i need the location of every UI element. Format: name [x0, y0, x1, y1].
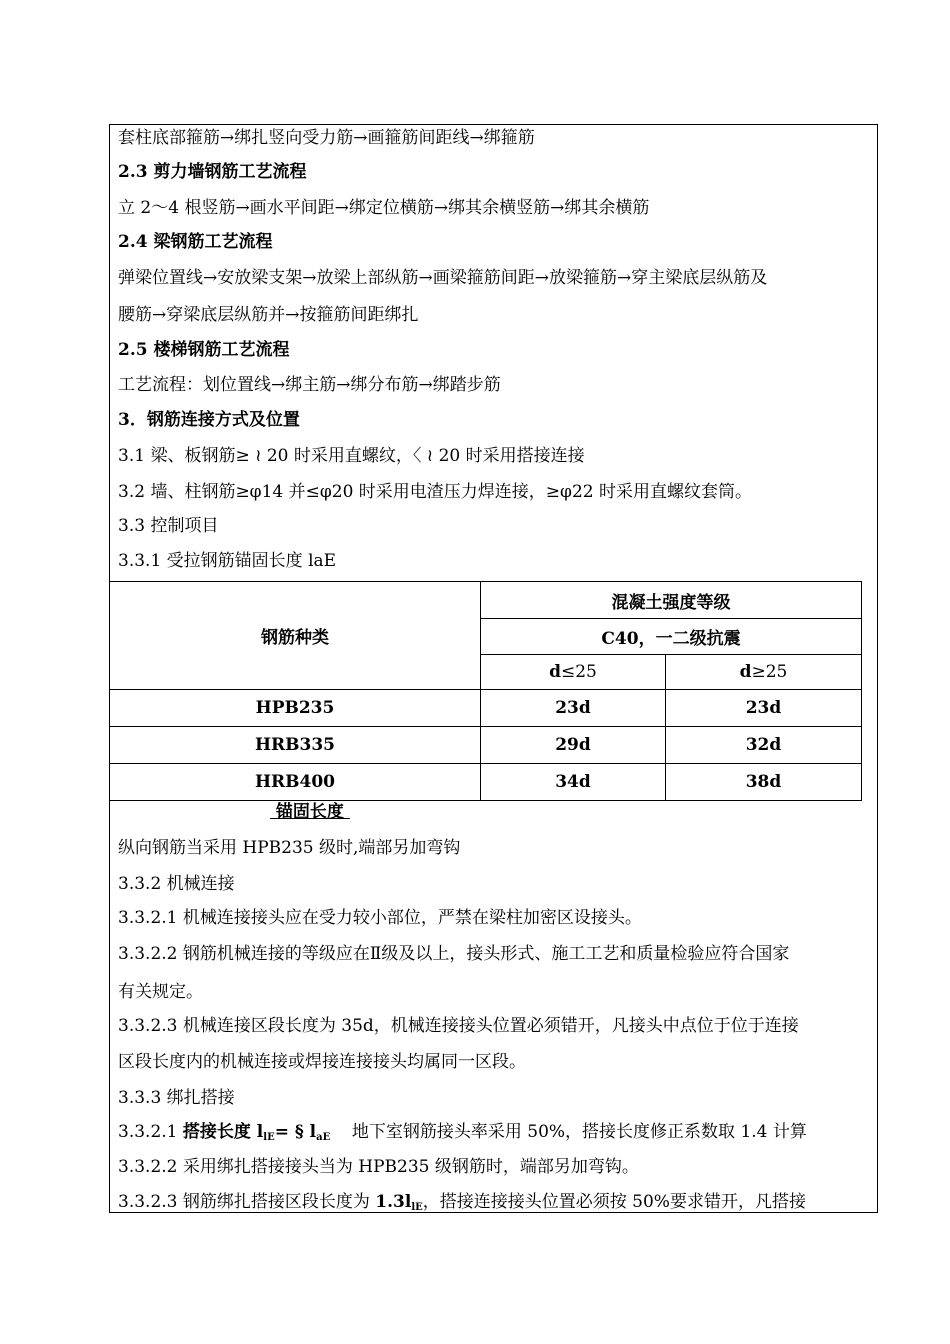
- text-line: 3.1 梁、板钢筋≥ ≀ 20 时采用直螺纹，〈 ≀ 20 时采用搭接连接: [118, 446, 585, 466]
- text-line: 立 2～4 根竖筋→画水平间距→绑定位横筋→绑其余横竖筋→绑其余横筋: [118, 198, 650, 218]
- section-heading: 2.5 楼梯钢筋工艺流程: [118, 340, 290, 360]
- formula-subscript: aE: [316, 1132, 331, 1143]
- col-header-condition: ≥25: [751, 662, 788, 682]
- sub-header-cell: C40，一二级抗震: [481, 619, 862, 655]
- formula-subscript: lE: [263, 1132, 275, 1143]
- text-line: 3.3.2.1 机械连接接头应在受力较小部位，严禁在梁柱加密区设接头。: [118, 908, 642, 928]
- anchorage-length-table: [109, 581, 862, 801]
- anchorage-caption: 锚固长度: [270, 802, 350, 822]
- col-header-cell: [481, 655, 666, 690]
- formula-part: = § l: [274, 1122, 317, 1142]
- value-cell: 38d: [666, 764, 862, 801]
- text-line: 3.3 控制项目: [118, 516, 219, 536]
- clause-number: 3.3.2.1: [118, 1122, 183, 1142]
- clause-text: 3.3.2.3 钢筋绑扎搭接区段长度为: [118, 1192, 376, 1212]
- section-heading: 2.3 剪力墙钢筋工艺流程: [118, 162, 307, 182]
- section-heading: 2.4 梁钢筋工艺流程: [118, 232, 273, 252]
- text-line: 3.3.2.2 采用绑扎搭接接头当为 HPB235 级钢筋时，端部另加弯钩。: [118, 1157, 639, 1177]
- text-line: 3.3.1 受拉钢筋锚固长度 laE: [118, 551, 337, 571]
- col-header-symbol: d: [739, 662, 752, 682]
- rebar-type-cell: HRB400: [110, 764, 481, 801]
- rebar-type-cell: HRB335: [110, 727, 481, 764]
- text-line: 纵向钢筋当采用 HPB235 级时,端部另加弯钩: [118, 838, 461, 858]
- col-header-cell: [666, 655, 862, 690]
- row-header-cell: 钢筋种类: [110, 582, 481, 690]
- col-header-symbol: d: [549, 662, 561, 682]
- col-header-condition: ≤25: [561, 662, 597, 682]
- clause-text: ，搭接连接接头位置必须按 50%要求错开，凡搭接: [422, 1192, 806, 1212]
- text-line: [118, 1190, 806, 1220]
- text-line: 弹梁位置线→安放梁支架→放梁上部纵筋→画梁箍筋间距→放梁箍筋→穿主梁底层纵筋及: [118, 268, 768, 288]
- group-header-cell: 混凝土强度等级: [481, 582, 862, 619]
- text-line: 工艺流程：划位置线→绑主筋→绑分布筋→绑踏步筋: [118, 375, 501, 395]
- value-cell: 34d: [481, 764, 666, 801]
- lap-length-formula: [183, 1122, 330, 1142]
- text-line: 3.3.2.3 机械连接区段长度为 35d，机械连接接头位置必须错开，凡接头中点位于位于连接: [118, 1016, 799, 1036]
- value-cell: 23d: [666, 690, 862, 727]
- text-line: 3.2 墙、柱钢筋≥φ14 并≤φ20 时采用电渣压力焊连接，≥φ22 时采用直螺纹套筒。: [118, 482, 752, 502]
- text-line: 区段长度内的机械连接或焊接连接接头均属同一区段。: [118, 1052, 526, 1072]
- text-line: 3.3.2 机械连接: [118, 874, 235, 894]
- value-cell: 29d: [481, 727, 666, 764]
- section-heading: 3．钢筋连接方式及位置: [118, 410, 300, 430]
- text-line: 3.3.3 绑扎搭接: [118, 1088, 235, 1108]
- value-cell: 23d: [481, 690, 666, 727]
- formula-part: 搭接长度 l: [182, 1122, 264, 1142]
- text-line: 3.3.2.2 钢筋机械连接的等级应在Ⅱ级及以上，接头形式、施工工艺和质量检验应符合国家: [118, 944, 790, 964]
- text-line: [118, 1120, 807, 1150]
- text-line: 腰筋→穿梁底层纵筋并→按箍筋间距绑扎: [118, 305, 419, 325]
- rebar-type-cell: HPB235: [110, 690, 481, 727]
- text-line: 套柱底部箍筋→绑扎竖向受力筋→画箍筋间距线→绑箍筋: [118, 128, 535, 148]
- lap-length-value: 1.3l: [375, 1192, 412, 1212]
- value-cell: 32d: [666, 727, 862, 764]
- formula-note: 地下室钢筋接头率采用 50%，搭接长度修正系数取 1.4 计算: [330, 1122, 807, 1142]
- formula-subscript: lE: [411, 1202, 423, 1213]
- text-line: 有关规定。: [118, 982, 203, 1002]
